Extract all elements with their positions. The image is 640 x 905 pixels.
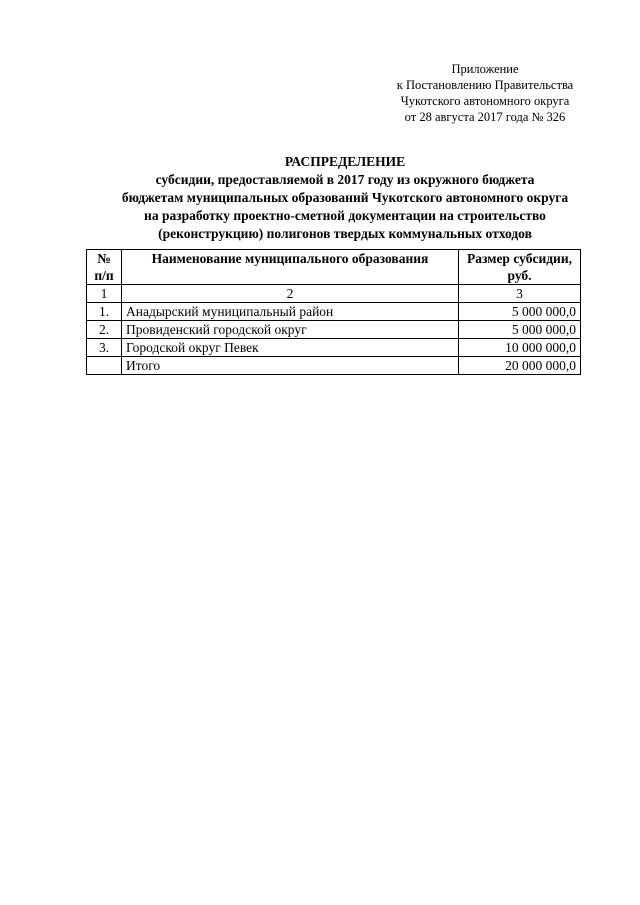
title-line: бюджетам муниципальных образований Чукотского автономного округа (121, 190, 569, 205)
column-number: 3 (459, 285, 581, 303)
header-name: Наименование муниципального образования (122, 250, 459, 285)
total-label: Итого (122, 357, 459, 375)
header-num: № п/п (87, 250, 122, 285)
column-number: 2 (122, 285, 459, 303)
appendix-line: от 28 августа 2017 года № 326 (404, 110, 566, 124)
appendix-line: к Постановлению Правительства (396, 78, 574, 92)
table-row (87, 339, 581, 357)
column-number-row (87, 285, 581, 303)
table-row (87, 303, 581, 321)
header-sum: Размер субсидии, руб. (459, 250, 581, 285)
title-line: (реконструкцию) полигонов твердых коммунальных отходов (158, 226, 532, 241)
title-heading: РАСПРЕДЕЛЕНИЕ (284, 154, 406, 169)
column-number: 1 (87, 285, 122, 303)
title-line: на разработку проектно-сметной документации на строительство (144, 208, 546, 223)
total-row (87, 357, 581, 375)
appendix-line: Приложение (451, 62, 519, 76)
row-sum: 10 000 000,0 (459, 339, 581, 357)
row-name: Провиденский городской округ (122, 321, 459, 339)
total-num (87, 357, 122, 375)
row-sum: 5 000 000,0 (459, 303, 581, 321)
row-num: 2. (87, 321, 122, 339)
total-sum: 20 000 000,0 (459, 357, 581, 375)
row-name: Городской округ Певек (122, 339, 459, 357)
row-name: Анадырский муниципальный район (122, 303, 459, 321)
table-row (87, 321, 581, 339)
row-num: 3. (87, 339, 122, 357)
document-title (80, 153, 610, 243)
appendix-header (380, 61, 590, 125)
table-header-row (87, 250, 581, 285)
row-sum: 5 000 000,0 (459, 321, 581, 339)
appendix-line: Чукотского автономного округа (400, 94, 570, 108)
distribution-table (86, 249, 581, 375)
row-num: 1. (87, 303, 122, 321)
title-line: субсидии, предоставляемой в 2017 году из окружного бюджета (155, 172, 535, 187)
